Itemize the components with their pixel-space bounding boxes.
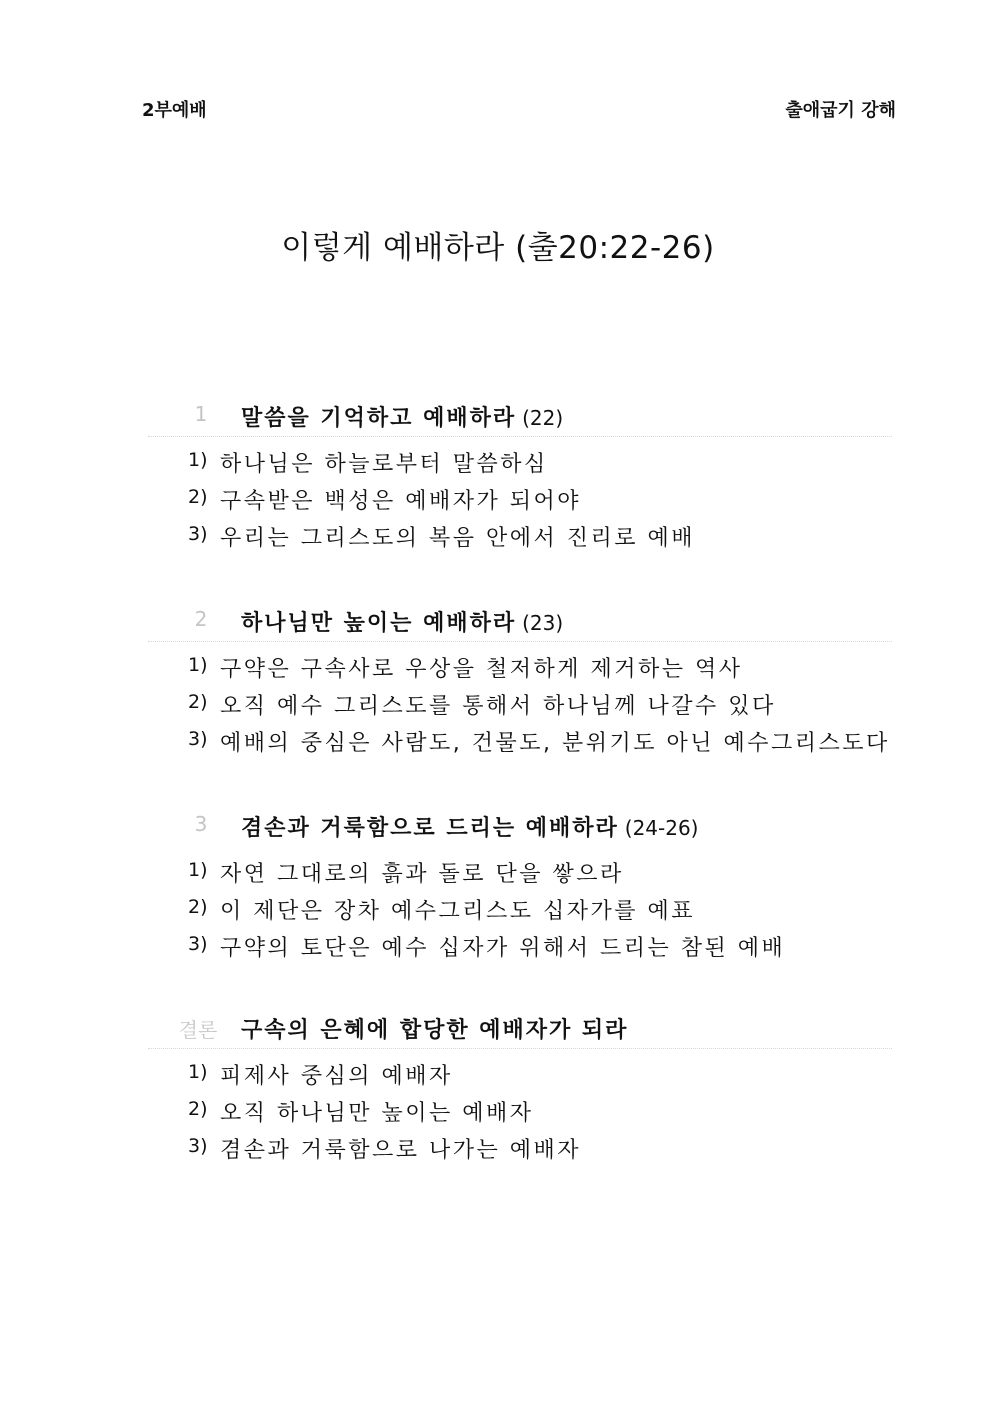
section-2 [148,603,892,761]
point-number: 1) [188,859,208,881]
point-number: 2) [188,486,208,508]
point-text: 하나님은 하늘로부터 말씀하심 [220,452,548,477]
point-text: 피제사 중심의 예배자 [220,1064,453,1089]
section-number: 1 [194,402,208,426]
point-number: 2) [188,691,208,713]
list-item [148,519,892,556]
point-text: 구약은 구속사로 우상을 철저하게 제거하는 역사 [220,657,743,682]
section-1 [148,398,892,556]
point-number: 3) [188,933,208,955]
section-title [241,1013,628,1044]
section-title-text: 말씀을 기억하고 예배하라 [241,406,517,431]
point-text: 자연 그대로의 흙과 돌로 단을 쌓으라 [220,862,624,887]
section-title-text: 겸손과 거룩함으로 드리는 예배하라 [241,816,619,841]
header-series-label: 출애굽기 강해 [785,100,896,121]
list-item [148,929,892,966]
section-conclusion [148,1010,892,1168]
point-text: 오직 하나님만 높이는 예배자 [220,1101,534,1126]
point-text: 이 제단은 장차 예수그리스도 십자가를 예표 [220,899,696,924]
point-number: 3) [188,1135,208,1157]
point-number: 3) [188,728,208,750]
point-number: 1) [188,1061,208,1083]
point-list [148,855,892,966]
point-text: 오직 예수 그리스도를 통해서 하나님께 나갈수 있다 [220,694,776,719]
point-list [148,1057,892,1168]
section-title-text: 구속의 은혜에 합당한 예배자가 되라 [241,1018,629,1043]
point-text: 구약의 토단은 예수 십자가 위해서 드리는 참된 예배 [220,936,786,961]
list-item [148,1094,892,1131]
list-item [148,892,892,929]
section-title [241,606,563,637]
section-title [241,401,563,432]
point-number: 1) [188,654,208,676]
section-reference: (23) [522,611,564,635]
page-title: 이렇게 예배하라 (출20:22-26) [281,230,715,266]
point-number: 2) [188,896,208,918]
point-text: 예배의 중심은 사람도, 건물도, 분위기도 아닌 예수그리스도다 [220,731,890,756]
section-heading [148,603,892,642]
list-item [148,482,892,519]
point-text: 구속받은 백성은 예배자가 되어야 [220,489,582,514]
point-text: 겸손과 거룩함으로 나가는 예배자 [220,1138,582,1163]
point-number: 2) [188,1098,208,1120]
section-title-text: 하나님만 높이는 예배하라 [241,611,517,636]
section-3 [148,808,892,966]
section-heading [148,1010,892,1049]
section-number: 2 [194,607,208,631]
list-item [148,1131,892,1168]
point-number: 3) [188,523,208,545]
point-list [148,445,892,556]
list-item [148,687,892,724]
point-number: 1) [188,449,208,471]
section-reference: (24-26) [624,816,699,840]
header-service-label: 2부예배 [142,100,207,121]
list-item [148,855,892,892]
point-text: 우리는 그리스도의 복음 안에서 진리로 예배 [220,526,696,551]
list-item [148,650,892,687]
section-number: 결론 [178,1018,218,1042]
section-title [241,811,699,842]
section-number: 3 [194,812,208,836]
section-heading [148,398,892,437]
list-item [148,445,892,482]
section-reference: (22) [522,406,564,430]
section-heading [148,808,892,847]
point-list [148,650,892,761]
page-header [142,96,896,122]
list-item [148,1057,892,1094]
list-item [148,724,892,761]
